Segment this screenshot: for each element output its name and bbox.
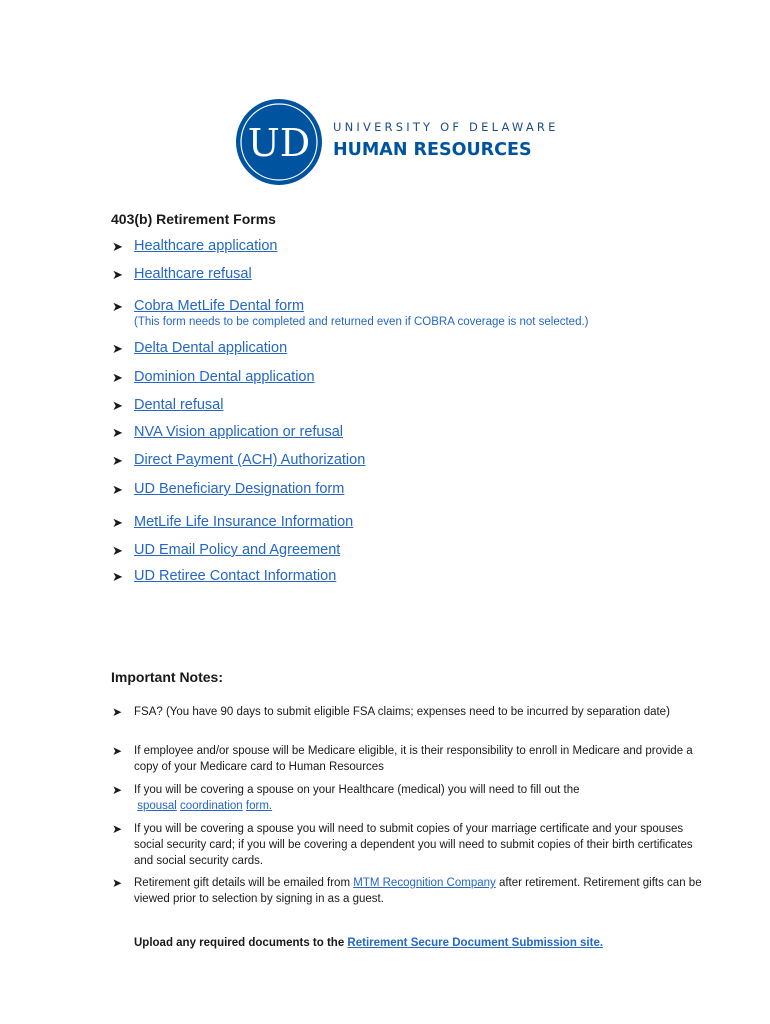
arrow-bullet-icon: ➤ — [112, 515, 123, 530]
spousal-link[interactable]: spousal — [137, 800, 177, 812]
arrow-bullet-icon: ➤ — [112, 543, 123, 558]
forms-heading: 403(b) Retirement Forms — [111, 211, 276, 227]
arrow-bullet-icon: ➤ — [112, 822, 123, 836]
cobra-dental-form-link[interactable]: Cobra MetLife Dental form — [134, 298, 305, 314]
form-item — [112, 368, 315, 387]
arrow-bullet-icon: ➤ — [112, 425, 123, 440]
upload-instruction — [134, 937, 603, 949]
note-fsa — [112, 704, 712, 720]
beneficiary-designation-link[interactable]: UD Beneficiary Designation form — [134, 481, 345, 497]
email-policy-link[interactable]: UD Email Policy and Agreement — [134, 542, 341, 558]
arrow-bullet-icon: ➤ — [112, 453, 123, 468]
delta-dental-application-link[interactable]: Delta Dental application — [134, 340, 288, 356]
form-item — [112, 480, 344, 499]
note-documents-text: If you will be covering a spouse you will need to submit copies of your marriage certificate and your spouses social security card; if you will be covering a dependent you will need to submit copies of their birth certificates and social security cards. — [134, 823, 693, 867]
form-item — [112, 265, 252, 284]
ud-hr-logo — [235, 98, 559, 186]
nva-vision-link[interactable]: NVA Vision application or refusal — [134, 424, 344, 440]
cobra-form-note: (This form needs to be completed and returned even if COBRA coverage is not selected.) — [134, 316, 589, 328]
arrow-bullet-icon: ➤ — [112, 705, 123, 719]
form-item — [112, 423, 343, 442]
form-item — [112, 541, 340, 560]
logo-text — [333, 120, 559, 160]
form-item — [112, 396, 223, 415]
retiree-contact-link[interactable]: UD Retiree Contact Information — [134, 568, 337, 584]
form-item — [112, 513, 353, 532]
note-fsa-text: FSA? (You have 90 days to submit eligible FSA claims; expenses need to be incurred by separation date) — [134, 706, 670, 718]
metlife-life-insurance-link[interactable]: MetLife Life Insurance Information — [134, 514, 354, 530]
mtm-recognition-link[interactable]: MTM Recognition Company — [353, 877, 496, 889]
arrow-bullet-icon: ➤ — [112, 267, 123, 282]
arrow-bullet-icon: ➤ — [112, 239, 123, 254]
form-item — [112, 297, 304, 316]
note-medicare-text: If employee and/or spouse will be Medicare eligible, it is their responsibility to enroll in Medicare and provide a copy of your Medicare card to Human Resources — [134, 745, 693, 773]
healthcare-application-link[interactable]: Healthcare application — [134, 238, 278, 254]
note-medicare — [112, 743, 712, 775]
note-spousal-pre: If you will be covering a spouse on your Healthcare (medical) you will need to fill out the — [134, 784, 580, 796]
logo-university: UNIVERSITY OF DELAWARE — [333, 120, 559, 134]
note-spousal — [112, 782, 712, 814]
upload-text: Upload any required documents to the — [134, 937, 345, 949]
arrow-bullet-icon: ➤ — [112, 783, 123, 797]
arrow-bullet-icon: ➤ — [112, 744, 123, 758]
secure-document-submission-link[interactable]: Retirement Secure Document Submission site. — [347, 937, 604, 949]
form-item — [112, 237, 277, 256]
direct-payment-link[interactable]: Direct Payment (ACH) Authorization — [134, 452, 366, 468]
note-documents — [112, 821, 712, 869]
logo-department: HUMAN RESOURCES — [333, 140, 532, 160]
form-item — [112, 339, 287, 358]
ud-seal-icon — [235, 98, 323, 186]
form-item — [112, 567, 336, 586]
logo-monogram: UD — [247, 121, 311, 165]
dominion-dental-application-link[interactable]: Dominion Dental application — [134, 369, 315, 385]
arrow-bullet-icon: ➤ — [112, 341, 123, 356]
arrow-bullet-icon: ➤ — [112, 876, 123, 890]
note-spousal-text — [134, 782, 710, 814]
dental-refusal-link[interactable]: Dental refusal — [134, 397, 224, 413]
form-link[interactable]: form. — [245, 800, 273, 812]
note-gift-post: after retirement. Retirement gifts can be viewed prior to selection by signing in as a guest. — [134, 877, 702, 905]
form-item — [112, 451, 365, 470]
healthcare-refusal-link[interactable]: Healthcare refusal — [134, 266, 252, 282]
note-gift-text — [134, 875, 710, 907]
arrow-bullet-icon: ➤ — [112, 370, 123, 385]
note-gift — [112, 875, 712, 907]
note-gift-pre: Retirement gift details will be emailed from — [134, 877, 351, 889]
arrow-bullet-icon: ➤ — [112, 482, 123, 497]
arrow-bullet-icon: ➤ — [112, 299, 123, 314]
coordination-link[interactable]: coordination — [180, 800, 243, 812]
arrow-bullet-icon: ➤ — [112, 569, 123, 584]
arrow-bullet-icon: ➤ — [112, 398, 123, 413]
notes-heading: Important Notes: — [111, 669, 223, 685]
